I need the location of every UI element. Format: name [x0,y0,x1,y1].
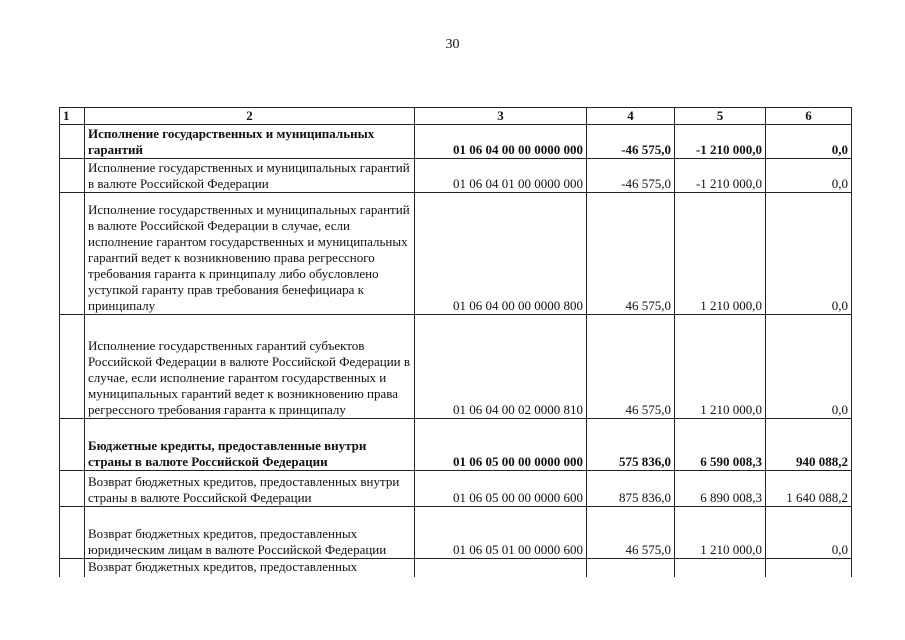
table-row [60,193,852,315]
empty-cell [60,559,85,577]
table-row [60,159,852,193]
table-row [60,507,852,559]
table-row [60,125,852,159]
column-header: 2 [85,108,415,125]
page-number: 30 [445,37,460,52]
row-value-6: 0,0 [766,125,852,159]
row-value-6: 0,0 [766,159,852,193]
row-value-5: 6 590 008,3 [675,419,766,471]
row-description: Возврат бюджетных кредитов, предоставленных внутри страны в валюте Российской Федерации [85,471,415,507]
row-value-5: 1 210 000,0 [675,315,766,419]
row-description: Возврат бюджетных кредитов, предоставленных юридическим лицам в валюте Российской Федерации [85,507,415,559]
column-header: 4 [587,108,675,125]
column-header: 6 [766,108,852,125]
table-header-row [60,108,852,125]
empty-cell [60,471,85,507]
row-value-4: -46 575,0 [587,125,675,159]
row-code: 01 06 04 01 00 0000 000 [415,159,587,193]
row-value-5 [675,559,766,577]
row-value-6: 0,0 [766,193,852,315]
row-value-4: 875 836,0 [587,471,675,507]
row-value-4: -46 575,0 [587,159,675,193]
empty-cell [60,193,85,315]
row-description: Возврат бюджетных кредитов, предоставленных [85,559,415,577]
row-description: Исполнение государственных и муниципальных гарантий [85,125,415,159]
row-value-4: 46 575,0 [587,507,675,559]
row-description: Бюджетные кредиты, предоставленные внутри страны в валюте Российской Федерации [85,419,415,471]
row-value-6: 940 088,2 [766,419,852,471]
row-description: Исполнение государственных и муниципальных гарантий в валюте Российской Федерации [85,159,415,193]
row-code: 01 06 05 00 00 0000 000 [415,419,587,471]
column-header: 1 [60,108,85,125]
row-value-6 [766,559,852,577]
empty-cell [60,419,85,471]
empty-cell [60,159,85,193]
empty-cell [60,507,85,559]
budget-table [59,107,852,577]
row-code: 01 06 04 00 00 0000 800 [415,193,587,315]
row-value-6: 1 640 088,2 [766,471,852,507]
column-header: 5 [675,108,766,125]
row-description: Исполнение государственных гарантий субъектов Российской Федерации в валюте Российской Федерации в случае, если исполнение гарантом государственных и муниципальных гарантий ведет к возникновению права регрессного требования гаранта к принципалу [85,315,415,419]
row-value-5: -1 210 000,0 [675,159,766,193]
row-value-4: 46 575,0 [587,315,675,419]
row-code: 01 06 05 01 00 0000 600 [415,507,587,559]
table-row [60,419,852,471]
row-value-4: 46 575,0 [587,193,675,315]
row-code [415,559,587,577]
row-value-6: 0,0 [766,507,852,559]
empty-cell [60,125,85,159]
row-value-4: 575 836,0 [587,419,675,471]
table-row [60,471,852,507]
column-header: 3 [415,108,587,125]
table-row [60,315,852,419]
row-value-5: 1 210 000,0 [675,193,766,315]
empty-cell [60,315,85,419]
row-value-6: 0,0 [766,315,852,419]
row-value-4 [587,559,675,577]
row-code: 01 06 05 00 00 0000 600 [415,471,587,507]
row-value-5: 6 890 008,3 [675,471,766,507]
row-code: 01 06 04 00 00 0000 000 [415,125,587,159]
row-description: Исполнение государственных и муниципальных гарантий в валюте Российской Федерации в случае, если исполнение гарантом государственных и муниципальных гарантий ведет к возникновению права регрессного требования гаранта к принципалу либо обусловлено уступкой гаранту прав требования бенефициара к принципалу [85,193,415,315]
row-value-5: -1 210 000,0 [675,125,766,159]
table-row [60,559,852,577]
row-value-5: 1 210 000,0 [675,507,766,559]
row-code: 01 06 04 00 02 0000 810 [415,315,587,419]
